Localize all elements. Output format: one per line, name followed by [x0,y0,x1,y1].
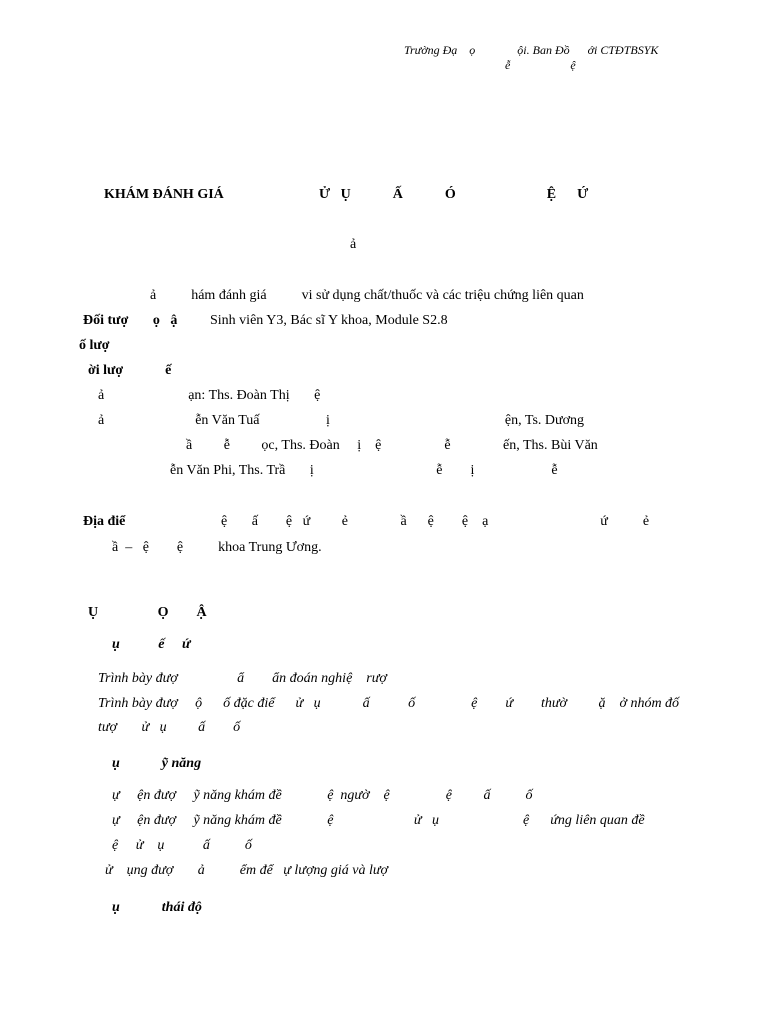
location-label: Địa điể [83,514,126,529]
skills-item-1: ự ện đượ ỹ năng khám đề ệ ngườ ệ ệ ấ ố [112,788,533,803]
audience-value: Sinh viên Y3, Bác sĩ Y khoa, Module S2.8 [210,313,448,328]
document-subtitle: ả [350,237,357,252]
audience-label: Đối tượ ọ ậ [83,313,178,328]
header-line-1: Trường Đạ ọ ội. Ban Đồ ới CTĐTBSYK [404,43,659,57]
header-line-2: ễ ệ [505,58,576,72]
document-title-fragment: Ử Ụ Ấ Ó Ệ Ứ [319,187,589,202]
people-line-1: ả ễn Văn Tuấ ị ện, Ts. Dương [98,413,584,428]
skills-item-2: ự ện đượ ỹ năng khám đề ệ ử ụ ệ ứng liên quan đề [112,813,645,828]
attitude-heading: ụ thái độ [112,900,202,915]
topic-line: ả hám đánh giá vi sử dụng chất/thuốc và các triệu chứng liên quan [150,288,584,303]
skills-heading: ụ ỹ năng [112,756,202,771]
knowledge-item-2: Trình bày đượ ộ ố đặc điể ử ụ ấ ố ệ ứ thườ ặ ở nhóm đố [98,696,680,711]
knowledge-item-2-cont: tượ ử ụ ấ ố [98,720,241,735]
document-title: KHÁM ĐÁNH GIÁ [104,187,224,202]
objectives-heading: Ụ Ọ Ậ [88,605,207,620]
owner-line: ả ạn: Ths. Đoàn Thị ệ [98,388,321,403]
location-line-2: ầ – ệ ệ khoa Trung Ương. [112,540,322,555]
count-label: ố lượ [79,338,110,353]
knowledge-heading: ụ ế ứ [112,637,191,652]
people-line-3: ễn Văn Phi, Ths. Trầ ị ễ ị ễ [170,463,558,478]
skills-item-3: ử ụng đượ ả ểm để ự lượng giá và lượ [105,863,389,878]
location-line-1: ệ ấ ệ ứ ẻ ầ ệ ệ ạ ứ ẻ [221,514,650,529]
people-line-2: ầ ễ ọc, Ths. Đoàn ị ệ ễ ến, Ths. Bùi Văn [186,438,598,453]
skills-item-2-cont: ệ ử ụ ấ ố [112,838,252,853]
knowledge-item-1: Trình bày đượ ẩ ẩn đoán nghiệ rượ [98,671,387,686]
teachers-label: ời lượ ế [88,363,172,378]
